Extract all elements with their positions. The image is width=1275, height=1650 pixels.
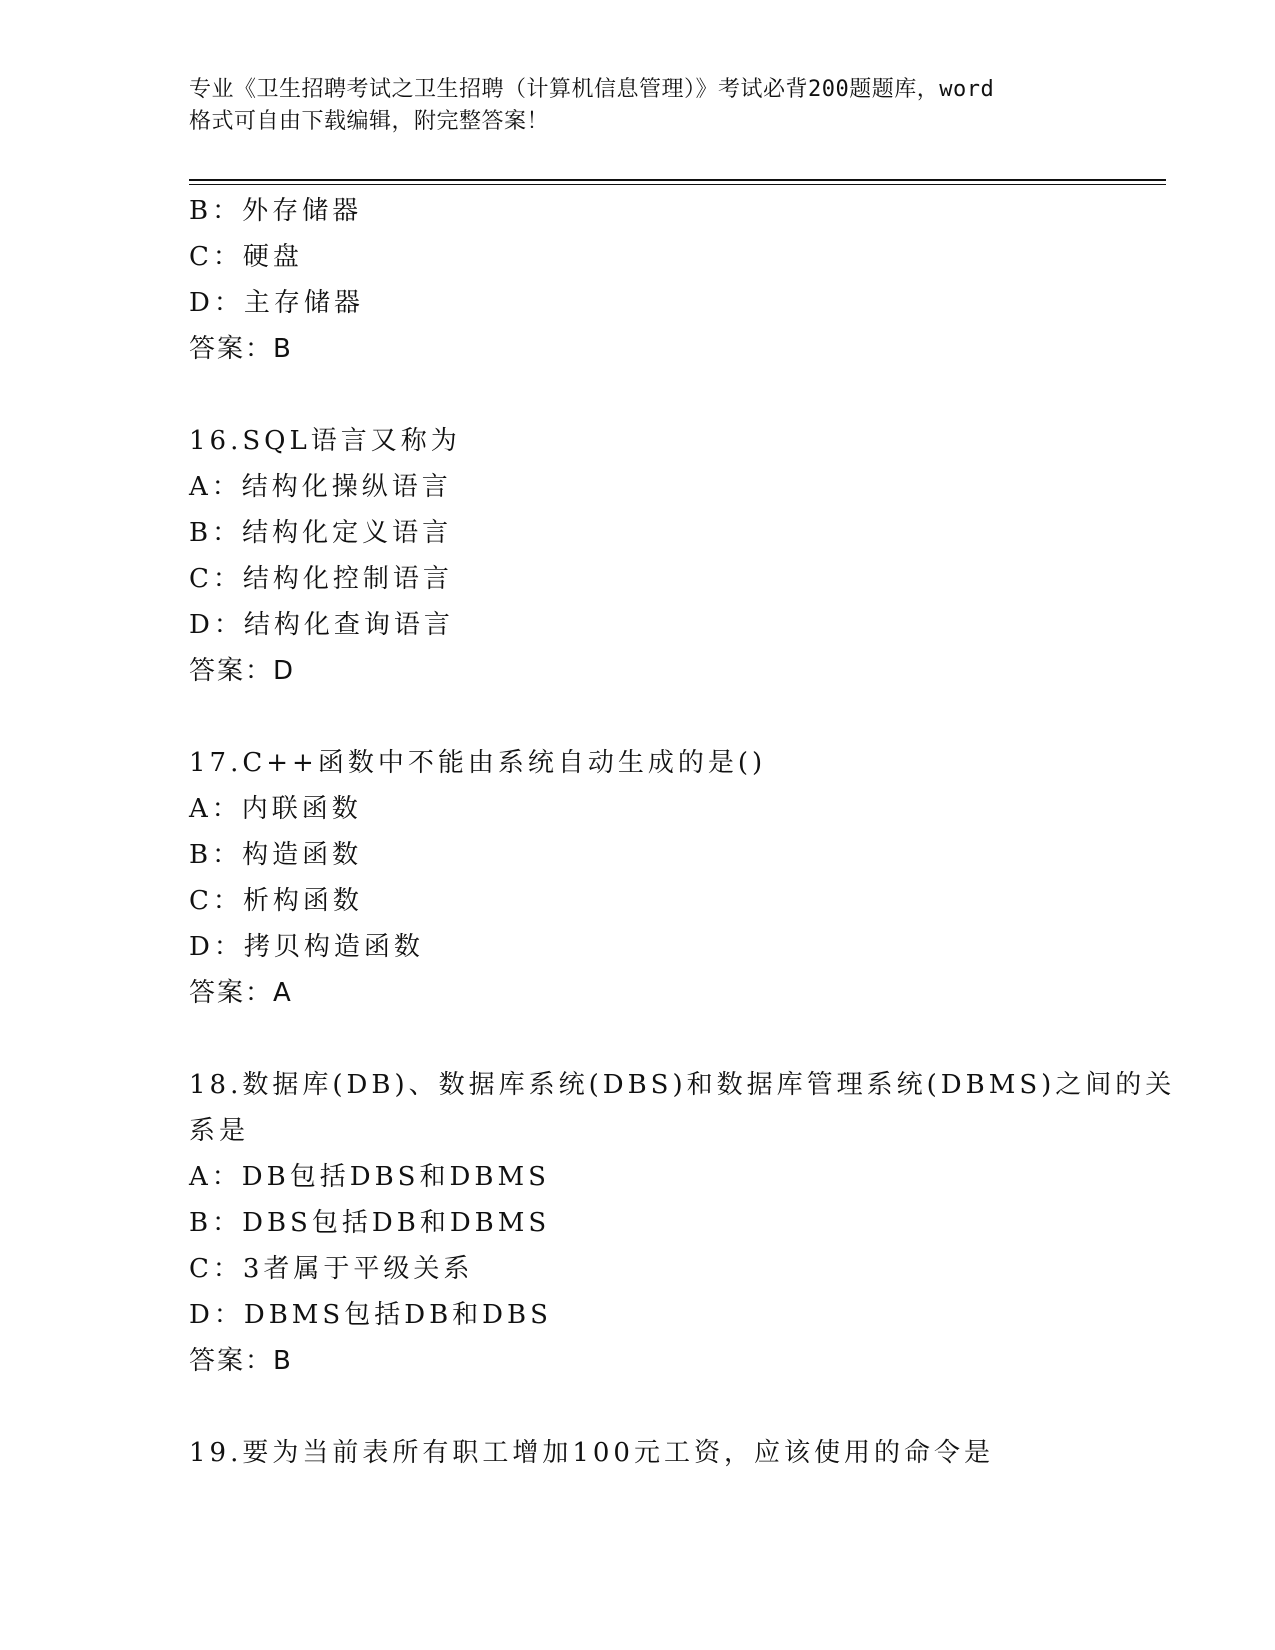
option-d: D：结构化查询语言 bbox=[189, 610, 454, 640]
question-list bbox=[189, 188, 1176, 1476]
option-c: C：析构函数 bbox=[189, 886, 363, 916]
option-c: C：结构化控制语言 bbox=[189, 564, 453, 594]
header-line-1: 专业《卫生招聘考试之卫生招聘（计算机信息管理）》考试必背200题题库，word bbox=[189, 77, 995, 102]
question-16 bbox=[189, 418, 1089, 694]
option-d: D：主存储器 bbox=[189, 288, 364, 318]
answer: 答案：B bbox=[189, 1346, 293, 1376]
question-title-line-1: 18.数据库(DB)、数据库系统(DBS)和数据库管理系统(DBMS)之间的关 bbox=[189, 1070, 1176, 1100]
answer: 答案：D bbox=[189, 656, 296, 686]
option-a: A：结构化操纵语言 bbox=[189, 472, 452, 502]
option-d: D：拷贝构造函数 bbox=[189, 932, 424, 962]
question-title: 16.SQL语言又称为 bbox=[189, 426, 461, 456]
question-title: 17.C++函数中不能由系统自动生成的是() bbox=[189, 748, 767, 778]
header-divider-thick bbox=[189, 179, 1166, 181]
question-19 bbox=[189, 1430, 1089, 1476]
option-c: C：3者属于平级关系 bbox=[189, 1254, 474, 1284]
header-divider-thin bbox=[189, 184, 1166, 185]
question-title-line-2: 系是 bbox=[189, 1116, 250, 1146]
option-b: B：DBS包括DB和DBMS bbox=[189, 1208, 551, 1238]
header-line-2: 格式可自由下载编辑，附完整答案！ bbox=[189, 109, 550, 134]
option-a: A：DB包括DBS和DBMS bbox=[189, 1162, 550, 1192]
option-b: B：结构化定义语言 bbox=[189, 518, 453, 548]
question-title: 19.要为当前表所有职工增加100元工资，应该使用的命令是 bbox=[189, 1438, 994, 1468]
option-d: D：DBMS包括DB和DBS bbox=[189, 1300, 552, 1330]
option-a: A：内联函数 bbox=[189, 794, 362, 824]
answer: 答案：A bbox=[189, 978, 293, 1008]
answer: 答案：B bbox=[189, 334, 293, 364]
option-b: B：构造函数 bbox=[189, 840, 363, 870]
question-15-continued bbox=[189, 188, 1089, 372]
question-18 bbox=[189, 1062, 1176, 1384]
question-17 bbox=[189, 740, 1089, 1016]
option-b: B：外存储器 bbox=[189, 196, 363, 226]
option-c: C：硬盘 bbox=[189, 242, 303, 272]
document-header bbox=[189, 74, 1089, 138]
